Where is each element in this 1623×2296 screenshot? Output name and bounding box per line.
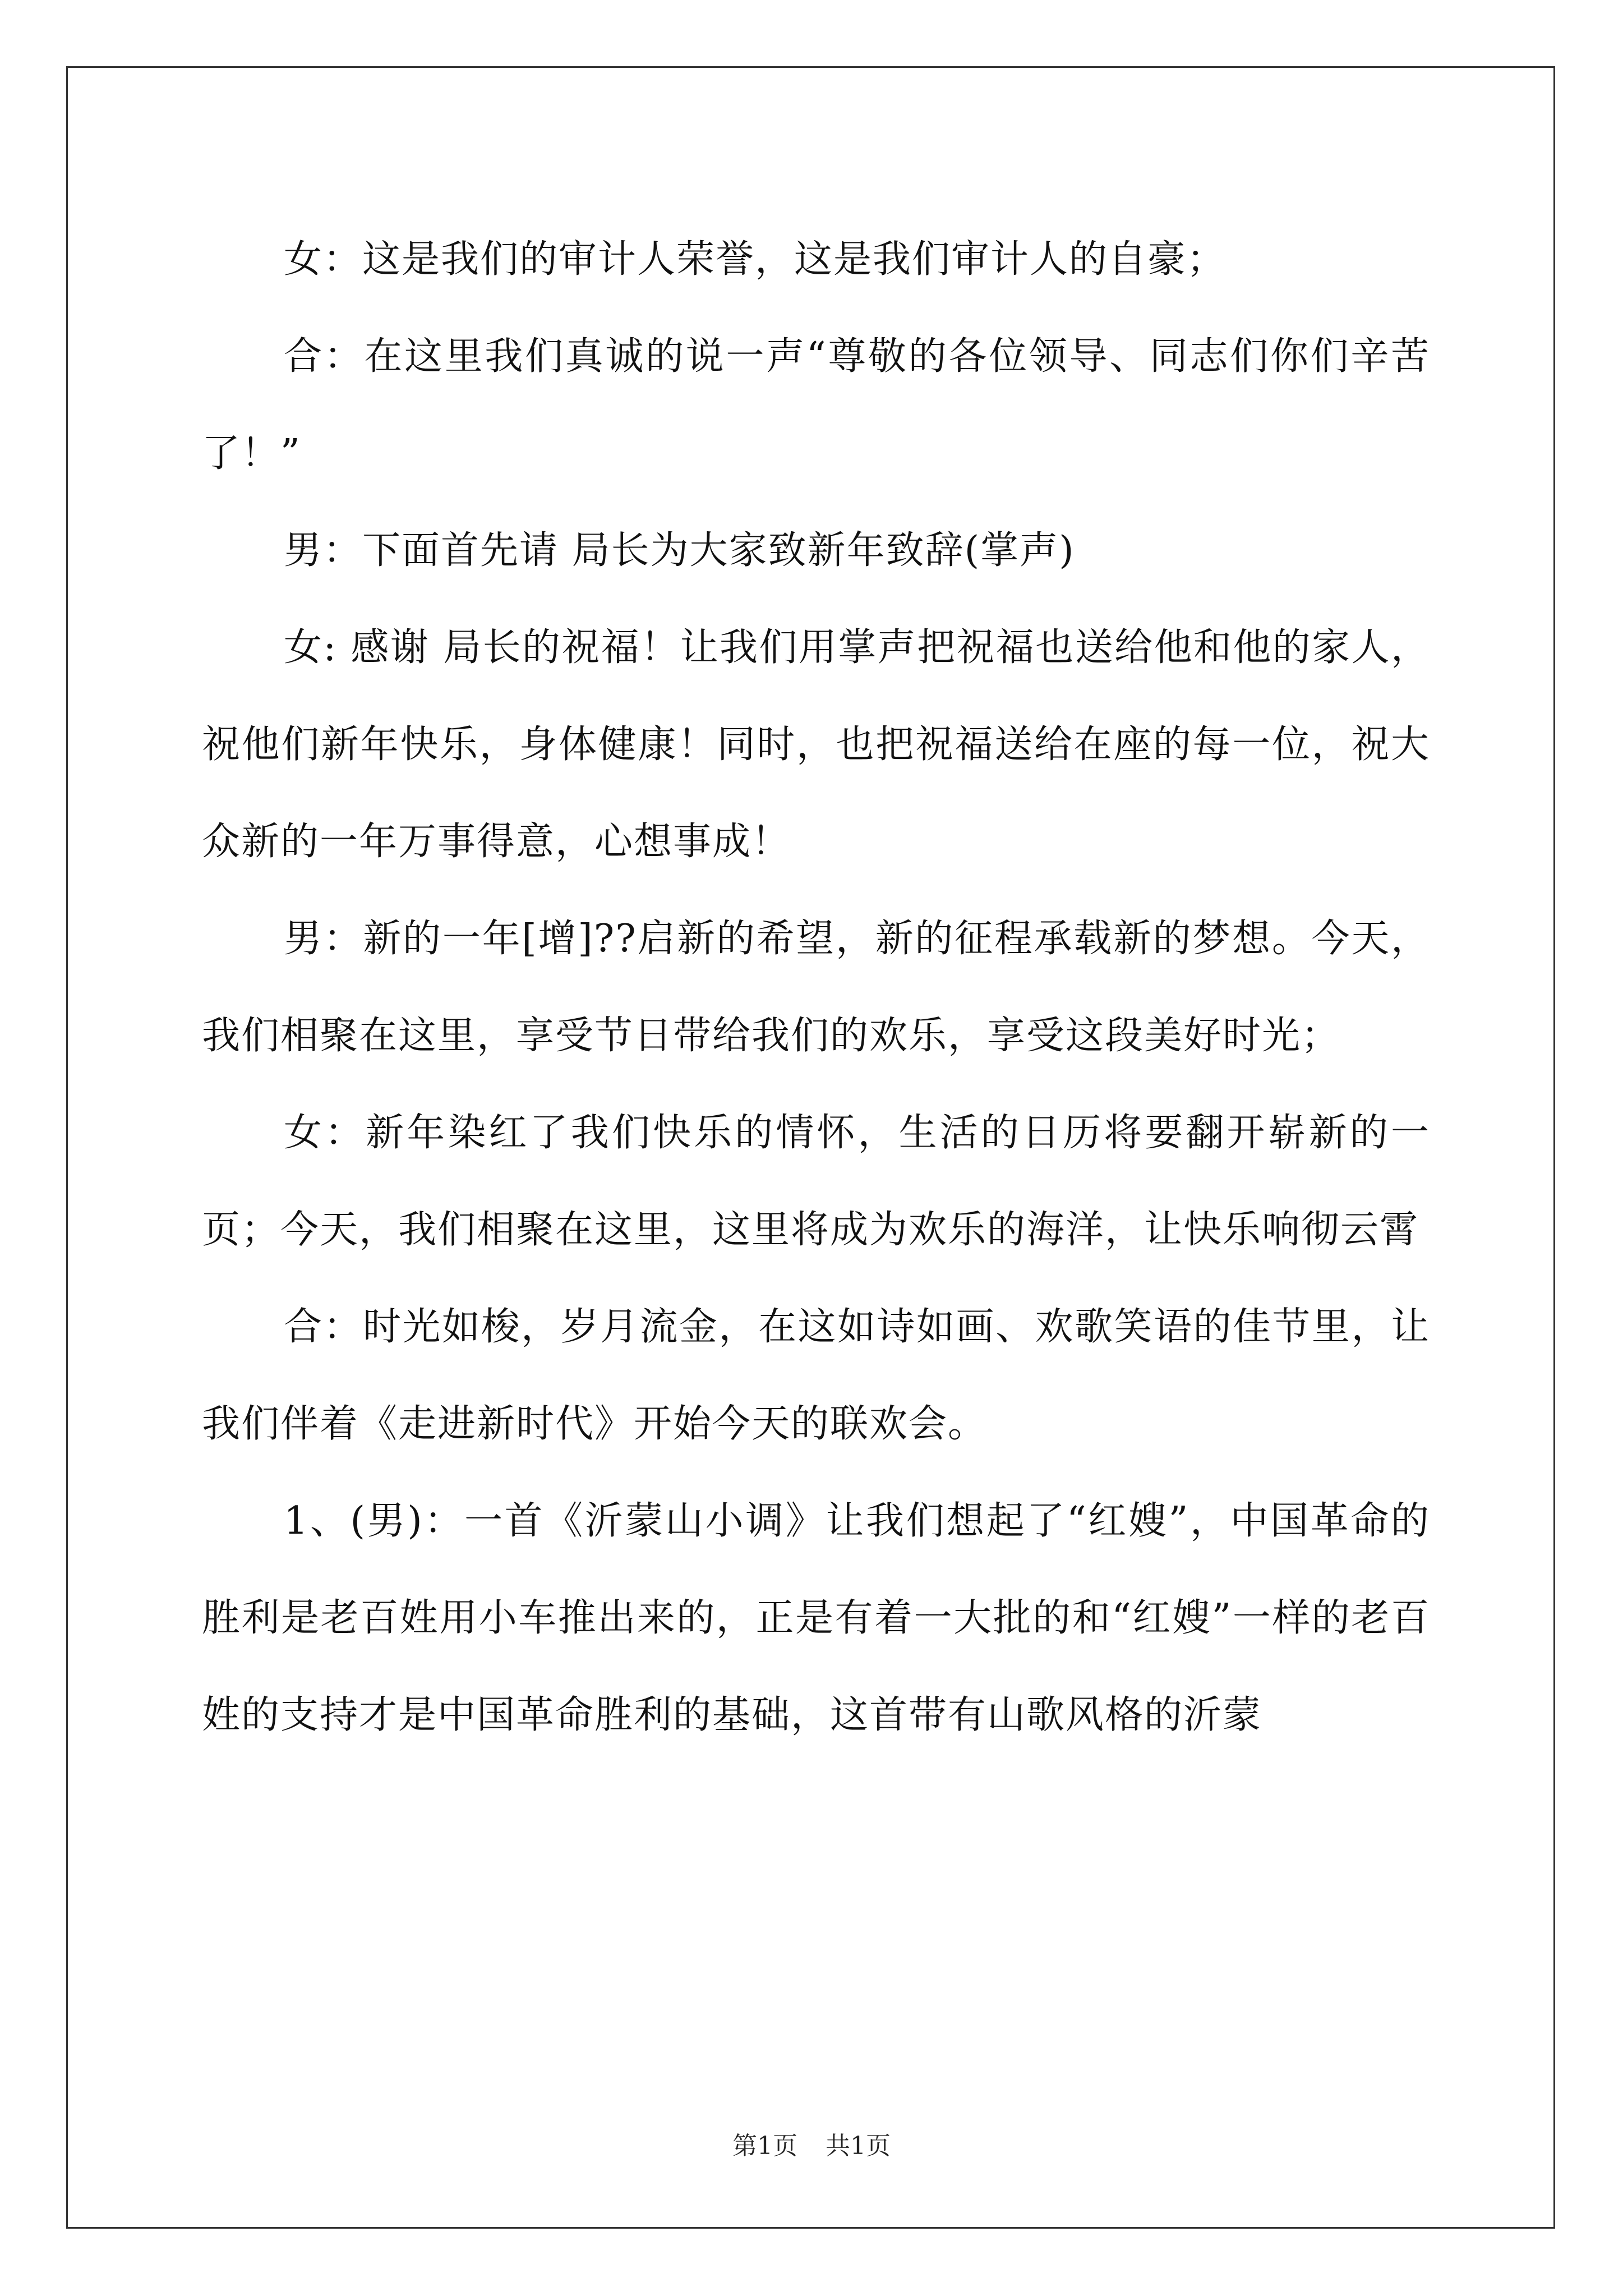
page-footer: [0, 2129, 1623, 2163]
paragraph: 1、(男)：一首《沂蒙山小调》让我们想起了“红嫂”，中国革命的胜利是老百姓用小车推出来的，正是有着一大批的和“红嫂”一样的老百姓的支持才是中国革命胜利的基础，这首带有山歌风格的沂蒙: [202, 1499, 1430, 1737]
page-total: 共1页: [826, 2132, 891, 2160]
paragraph: 合：时光如梭，岁月流金，在这如诗如画、欢歌笑语的佳节里，让我们伴着《走进新时代》开始今天的联欢会。: [202, 1305, 1430, 1446]
paragraph: 合：在这里我们真诚的说一声“尊敬的各位领导、同志们你们辛苦了！”: [202, 334, 1430, 476]
paragraph: 女：新年染红了我们快乐的情怀，生活的日历将要翻开崭新的一页；今天，我们相聚在这里，这里将成为欢乐的海洋，让快乐响彻云霄: [202, 1111, 1430, 1252]
paragraph: 男：新的一年[增]??启新的希望，新的征程承载新的梦想。今天，我们相聚在这里，享受节日带给我们的欢乐，享受这段美好时光；: [202, 917, 1430, 1058]
paragraph: 女：这是我们的审计人荣誉，这是我们审计人的自豪；: [284, 237, 1227, 282]
paragraph: 女: 感谢 局长的祝福！让我们用掌声把祝福也送给他和他的家人，祝他们新年快乐，身体健康！同时，也把祝福送给在座的每一位，祝大众新的一年万事得意，心想事成！: [202, 625, 1430, 864]
page-number: 第1页: [732, 2132, 797, 2160]
document-body: [202, 211, 1430, 1764]
paragraph: 男：下面首先请 局长为大家致新年致辞(掌声): [284, 528, 1075, 573]
